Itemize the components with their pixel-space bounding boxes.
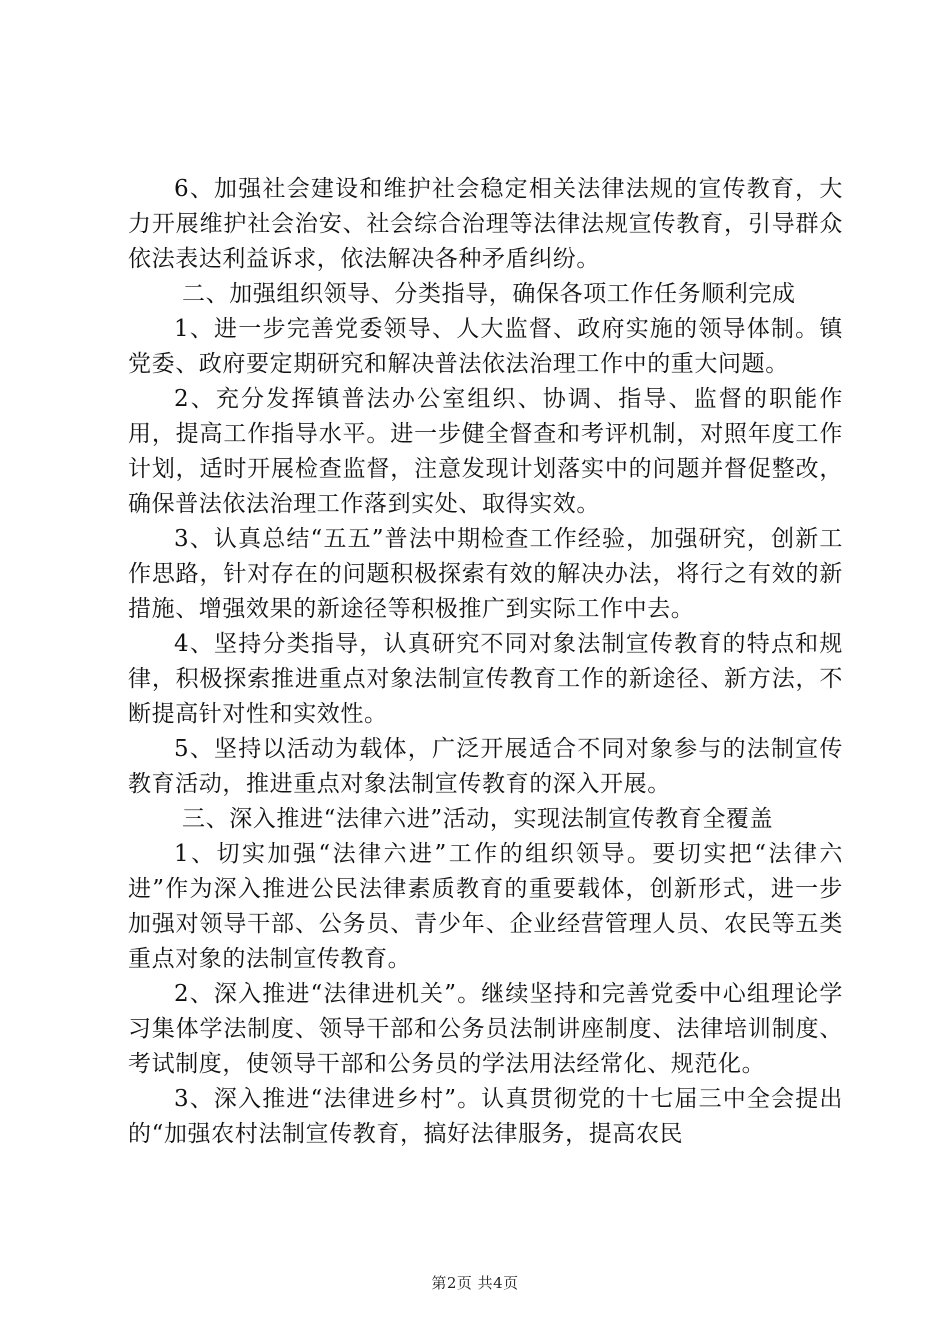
paragraph-item-5: 5、坚持以活动为载体，广泛开展适合不同对象参与的法制宣传教育活动，推进重点对象法制宣传教育的深入开展。 — [128, 736, 843, 797]
paragraph-item-1b: 1、切实加强“法律六进”工作的组织领导。要切实把“法律六进”作为深入推进公民法律素质教育的重要载体，创新形式，进一步加强对领导干部、公务员、青少年、企业经营管理人员、农民等五类重点对象的法制宣传教育。 — [128, 841, 843, 972]
paragraph-item-4: 4、坚持分类指导，认真研究不同对象法制宣传教育的特点和规律，积极探索推进重点对象法制宣传教育工作的新途径、新方法，不断提高针对性和实效性。 — [128, 631, 843, 727]
paragraph-item-3b: 3、深入推进“法律进乡村”。认真贯彻党的十七届三中全会提出的“加强农村法制宣传教育，搞好法律服务，提高农民 — [128, 1086, 843, 1147]
paragraph-item-3: 3、认真总结“五五”普法中期检查工作经验，加强研究，创新工作思路，针对存在的问题积极探索有效的解决办法，将行之有效的新措施、增强效果的新途径等积极推广到实际工作中去。 — [128, 526, 843, 622]
paragraph-item-2: 2、充分发挥镇普法办公室组织、协调、指导、监督的职能作用，提高工作指导水平。进一步健全督查和考评机制，对照年度工作计划，适时开展检查监督，注意发现计划落实中的问题并督促整改，确保普法依法治理工作落到实处、取得实效。 — [128, 386, 843, 517]
section-heading-2: 二、加强组织领导、分类指导，确保各项工作任务顺利完成 — [182, 281, 796, 307]
paragraph-item-2b: 2、深入推进“法律进机关”。继续坚持和完善党委中心组理论学习集体学法制度、领导干部和公务员法制讲座制度、法律培训制度、考试制度，使领导干部和公务员的学法用法经常化、规范化。 — [128, 981, 843, 1077]
paragraph-item-1: 1、进一步完善党委领导、人大监督、政府实施的领导体制。镇党委、政府要定期研究和解决普法依法治理工作中的重大问题。 — [128, 316, 843, 377]
document-body — [128, 172, 843, 1152]
section-heading-3: 三、深入推进“法律六进”活动，实现法制宣传教育全覆盖 — [182, 806, 774, 832]
paragraph-item-6: 6、加强社会建设和维护社会稳定相关法律法规的宣传教育，大力开展维护社会治安、社会综合治理等法律法规宣传教育，引导群众依法表达利益诉求，依法解决各种矛盾纠纷。 — [128, 176, 843, 272]
page-number-footer: 第2页 共4页 — [431, 1274, 519, 1292]
